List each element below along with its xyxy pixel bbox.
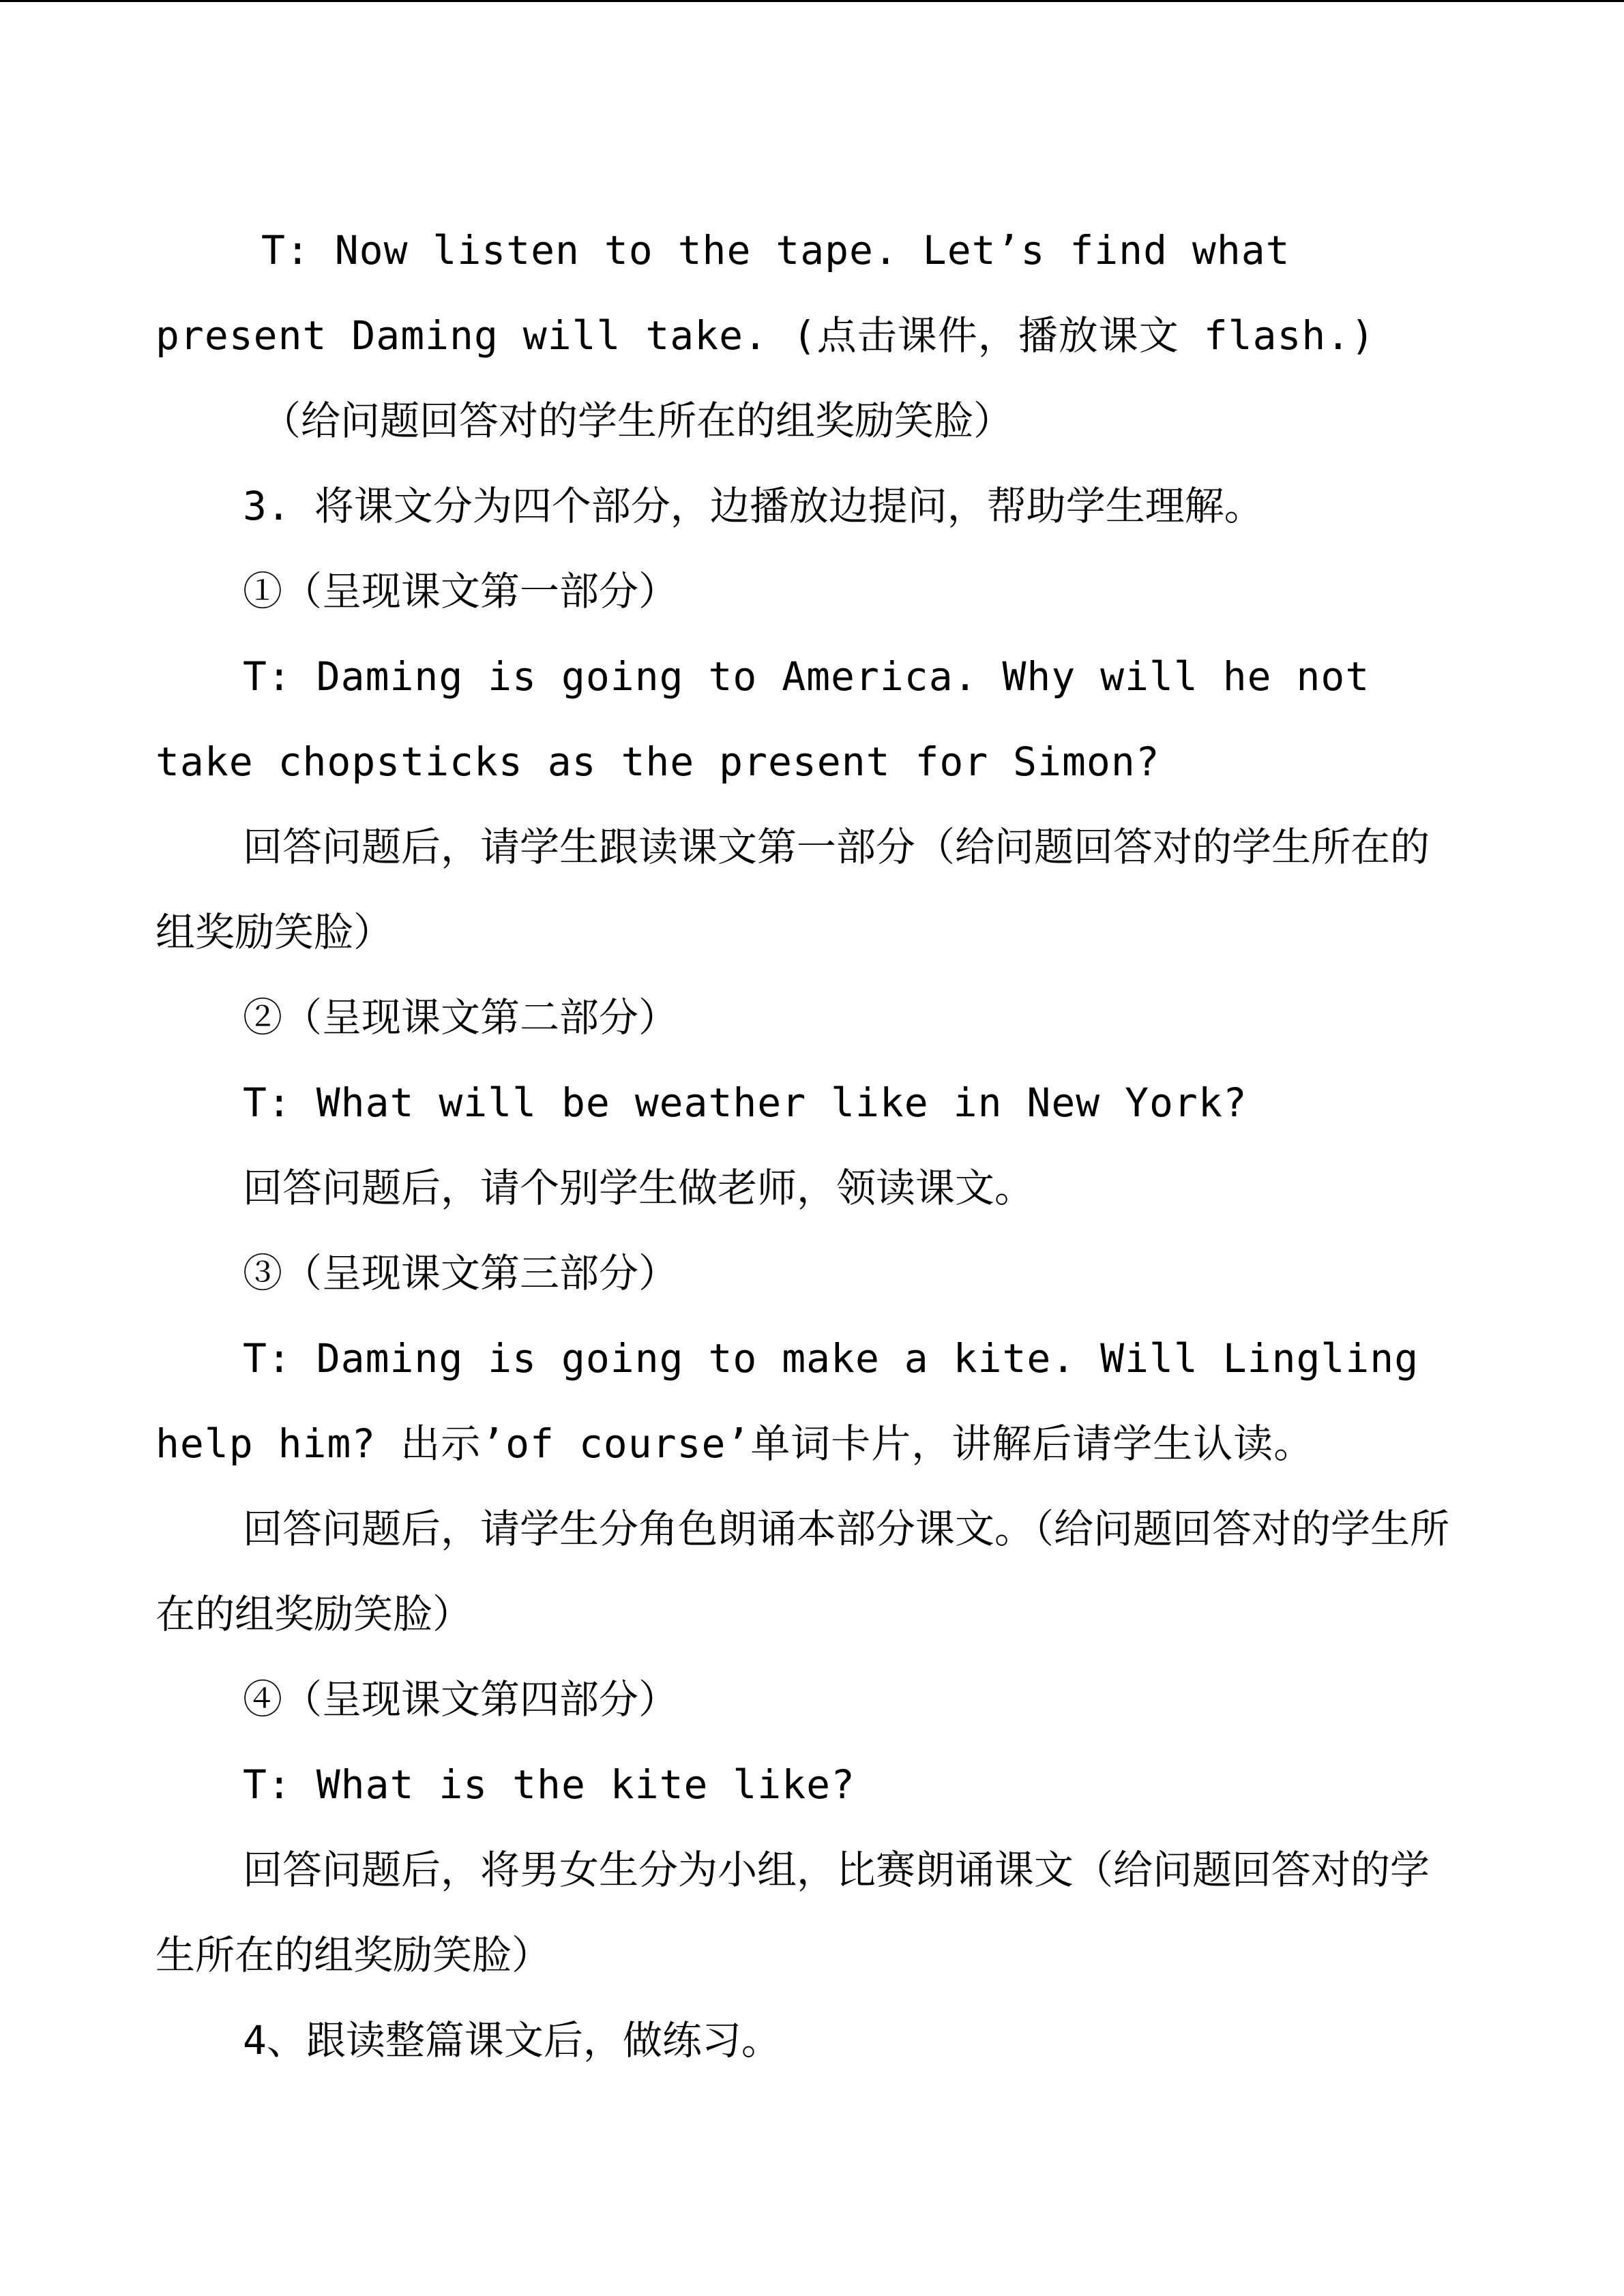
paragraph-part-4-followup: 回答问题后，将男女生分为小组，比赛朗诵课文（给问题回答对的学生所在的组奖励笑脸）: [156, 1847, 1430, 1978]
paragraph-part-2-question: T: What will be weather like in New York?: [243, 1079, 1247, 1126]
paragraph-reward-note-1: （给问题回答对的学生所在的组奖励笑脸）: [261, 398, 1014, 444]
document-body: [156, 208, 1465, 2083]
paragraph-part-3-heading: ③（呈现课文第三部分）: [243, 1250, 679, 1296]
paragraph-part-1-heading: ①（呈现课文第一部分）: [243, 568, 679, 614]
paragraph-listen-tape: T: Now listen to the tape. Let’s find what present Daming will take. (点击课件，播放课文 flash.): [156, 227, 1376, 359]
paragraph-part-4-heading: ④（呈现课文第四部分）: [243, 1676, 679, 1723]
paragraph-part-2-heading: ②（呈现课文第二部分）: [243, 994, 679, 1041]
paragraph-step-4: 4、跟读整篇课文后，做练习。: [243, 2017, 781, 2063]
paragraph-part-3-question: T: Daming is going to make a kite. Will Lingling help him? 出示’of course’单词卡片，讲解后请学生认读。: [156, 1335, 1419, 1467]
paragraph-step-3: 3. 将课文分为四个部分，边播放边提问，帮助学生理解。: [243, 483, 1264, 529]
paragraph-part-3-followup: 回答问题后，请学生分角色朗诵本部分课文。（给问题回答对的学生所在的组奖励笑脸）: [156, 1506, 1450, 1637]
top-border-line: [0, 0, 1624, 2]
paragraph-part-4-question: T: What is the kite like?: [243, 1761, 855, 1808]
paragraph-part-2-followup: 回答问题后，请个别学生做老师，领读课文。: [243, 1165, 1035, 1211]
paragraph-part-1-followup: 回答问题后，请学生跟读课文第一部分（给问题回答对的学生所在的组奖励笑脸）: [156, 824, 1430, 955]
paragraph-part-1-question: T: Daming is going to America. Why will he not take chopsticks as the present for Simon?: [156, 653, 1370, 785]
